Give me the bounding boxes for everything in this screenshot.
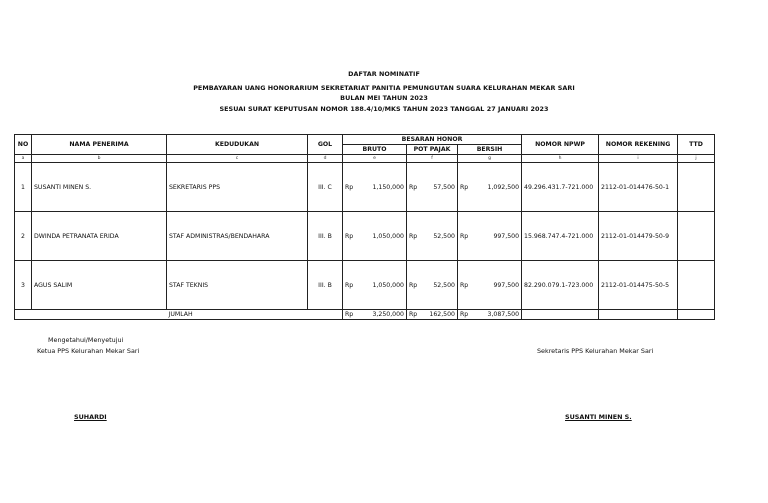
row-rekening: 2112-01-014475-50-5	[599, 261, 678, 310]
row-bersih-currency: Rp	[458, 212, 473, 261]
row-bruto-currency: Rp	[343, 212, 358, 261]
right-signature-title: Sekretaris PPS Kelurahan Mekar Sari	[537, 347, 654, 355]
column-letter: e	[343, 155, 407, 163]
row-no: 3	[15, 261, 32, 310]
col-header-nama: NAMA PENERIMA	[32, 135, 167, 155]
row-bruto-currency: Rp	[343, 163, 358, 212]
left-signature-approval: Mengetahui/Menyetujui	[48, 336, 124, 344]
row-ttd	[678, 212, 715, 261]
total-bruto: 3,250,000	[358, 310, 407, 320]
col-header-bersih: BERSIH	[458, 145, 522, 155]
column-letter: f	[407, 155, 458, 163]
row-ttd	[678, 163, 715, 212]
total-bersih-currency: Rp	[458, 310, 473, 320]
row-no: 2	[15, 212, 32, 261]
row-bersih: 997,500	[473, 261, 522, 310]
col-header-besaran-honor: BESARAN HONOR	[343, 135, 522, 145]
document-subtitle-decree: SESUAI SURAT KEPUTUSAN NOMOR 188.4/10/MKS TAHUN 2023 TANGGAL 27 JANUARI 2023	[219, 104, 549, 113]
row-nama: AGUS SALIM	[32, 261, 167, 310]
left-signatory-name: SUHARDI	[74, 413, 107, 421]
row-ttd	[678, 261, 715, 310]
column-letter: b	[32, 155, 167, 163]
row-nama: SUSANTI MINEN S.	[32, 163, 167, 212]
row-bruto: 1,050,000	[358, 261, 407, 310]
row-nama: DWINDA PETRANATA ERIDA	[32, 212, 167, 261]
total-bruto-currency: Rp	[343, 310, 358, 320]
row-npwp: 82.290.079.1-723.000	[522, 261, 599, 310]
column-letter-row	[15, 155, 715, 163]
column-letter: c	[167, 155, 308, 163]
column-letter: h	[522, 155, 599, 163]
row-bersih-currency: Rp	[458, 261, 473, 310]
row-bruto: 1,050,000	[358, 212, 407, 261]
table-row	[15, 163, 715, 212]
total-label: JUMLAH	[167, 310, 343, 320]
row-bruto: 1,150,000	[358, 163, 407, 212]
row-npwp: 49.296.431.7-721.000	[522, 163, 599, 212]
row-rekening: 2112-01-014476-50-1	[599, 163, 678, 212]
col-header-pot-pajak: POT PAJAK	[407, 145, 458, 155]
left-signature-title: Ketua PPS Kelurahan Mekar Sari	[37, 347, 140, 355]
row-kedudukan: STAF ADMINISTRAS/BENDAHARA	[167, 212, 308, 261]
total-pajak-currency: Rp	[407, 310, 422, 320]
right-signatory-name: SUSANTI MINEN S.	[565, 413, 632, 421]
table-row	[15, 212, 715, 261]
table-row	[15, 261, 715, 310]
column-letter: d	[308, 155, 343, 163]
col-header-rekening: NOMOR REKENING	[599, 135, 678, 155]
row-pajak-currency: Rp	[407, 212, 422, 261]
row-kedudukan: SEKRETARIS PPS	[167, 163, 308, 212]
table-header-row	[15, 135, 715, 145]
document-title: DAFTAR NOMINATIF	[348, 70, 420, 78]
column-letter: j	[678, 155, 715, 163]
column-letter: i	[599, 155, 678, 163]
document-header	[0, 69, 768, 114]
row-bersih-currency: Rp	[458, 163, 473, 212]
document-subtitle-period: BULAN MEI TAHUN 2023	[340, 94, 428, 102]
row-pajak-currency: Rp	[407, 261, 422, 310]
row-pajak: 52,500	[422, 212, 458, 261]
row-bersih: 1,092,500	[473, 163, 522, 212]
col-header-kedudukan: KEDUDUKAN	[167, 135, 308, 155]
col-header-bruto: BRUTO	[343, 145, 407, 155]
col-header-no: NO	[15, 135, 32, 155]
row-npwp: 15.968.747.4-721.000	[522, 212, 599, 261]
total-pajak: 162,500	[422, 310, 458, 320]
row-no: 1	[15, 163, 32, 212]
col-header-ttd: TTD	[678, 135, 715, 155]
column-letter: a	[15, 155, 32, 163]
row-rekening: 2112-01-014479-50-9	[599, 212, 678, 261]
document-subtitle-payment: PEMBAYARAN UANG HONORARIUM SEKRETARIAT PANITIA PEMUNGUTAN SUARA KELURAHAN MEKAR SARI	[193, 83, 575, 92]
row-pajak: 57,500	[422, 163, 458, 212]
total-row	[15, 310, 715, 320]
row-pajak: 52,500	[422, 261, 458, 310]
column-letter: g	[458, 155, 522, 163]
row-gol: III. B	[308, 261, 343, 310]
row-pajak-currency: Rp	[407, 163, 422, 212]
row-kedudukan: STAF TEKNIS	[167, 261, 308, 310]
row-bruto-currency: Rp	[343, 261, 358, 310]
col-header-npwp: NOMOR NPWP	[522, 135, 599, 155]
total-bersih: 3,087,500	[473, 310, 522, 320]
col-header-gol: GOL	[308, 135, 343, 155]
row-gol: III. B	[308, 212, 343, 261]
row-bersih: 997,500	[473, 212, 522, 261]
row-gol: III. C	[308, 163, 343, 212]
nominative-table	[14, 134, 715, 320]
